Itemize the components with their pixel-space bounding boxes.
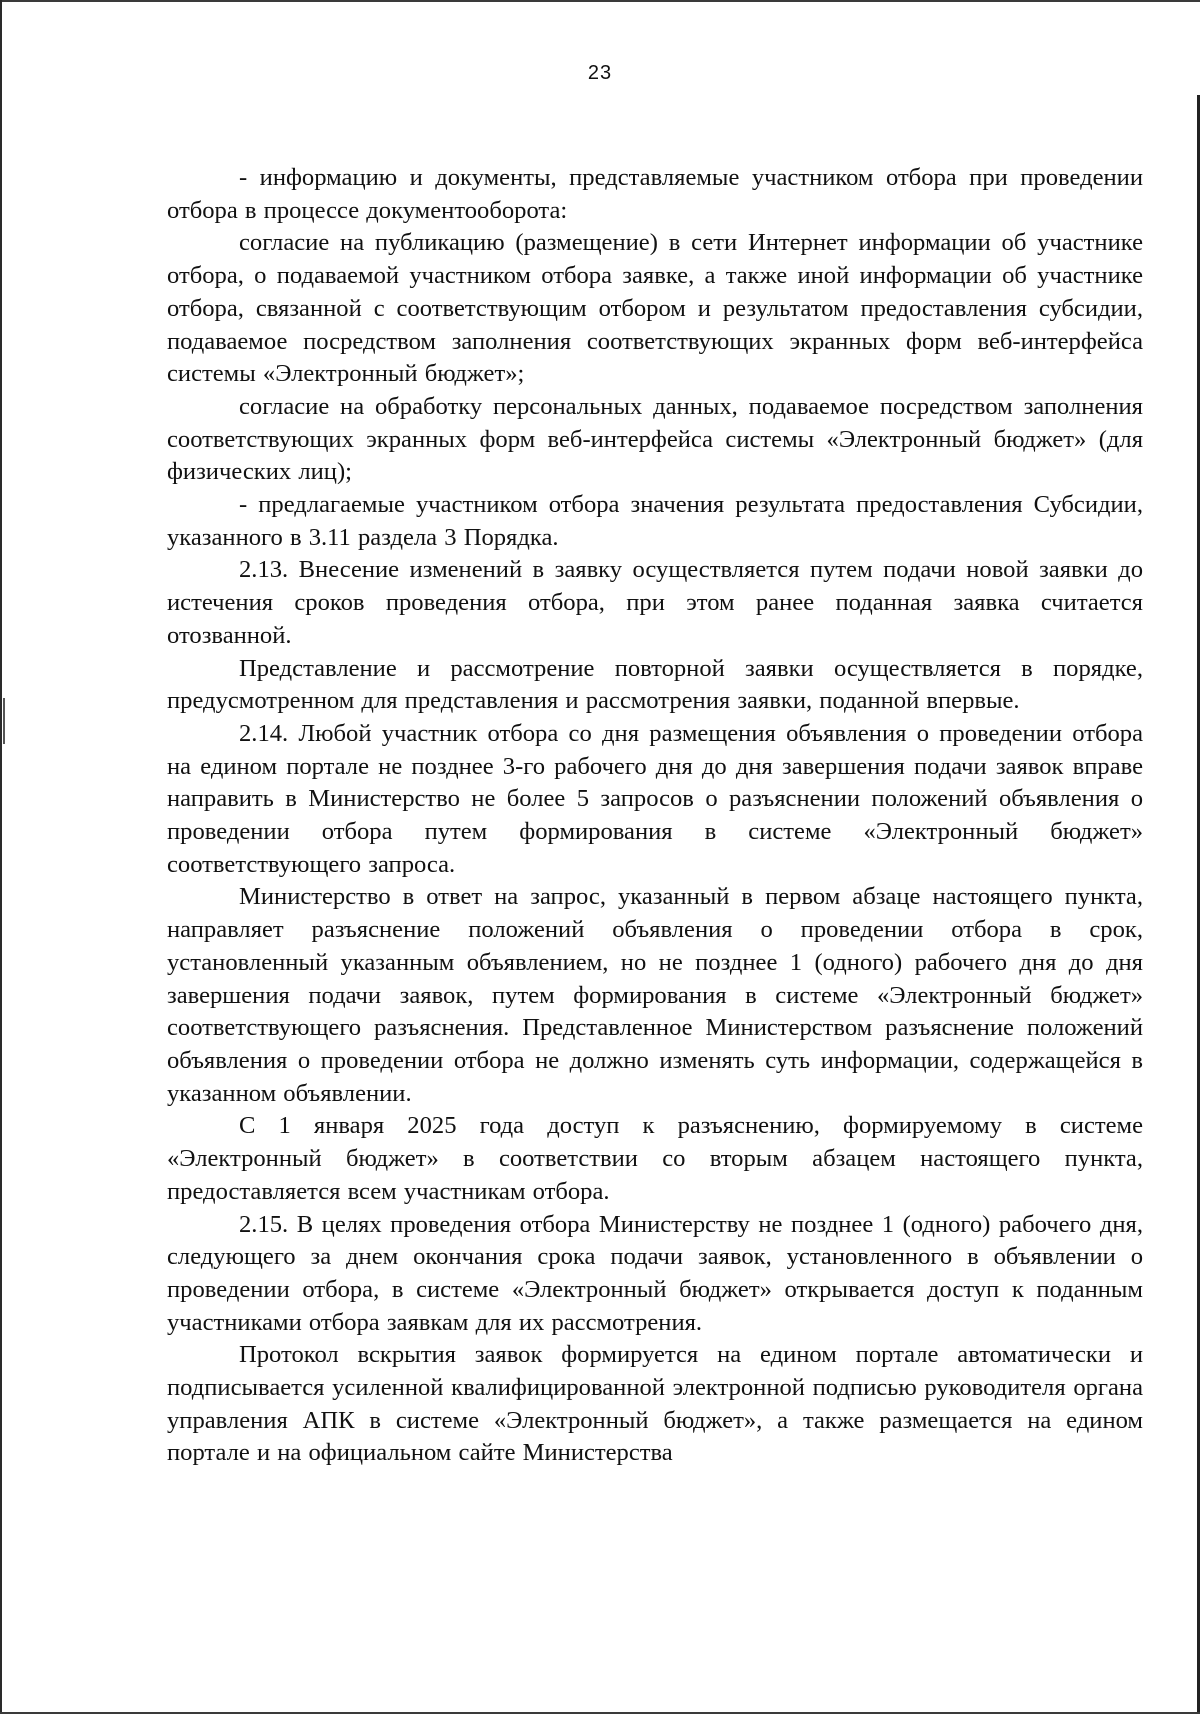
paragraph-2-14: 2.14. Любой участник отбора со дня размещения объявления о проведении отбора на едином портале не позднее 3-го рабочего дня до дня завершения подачи заявок вправе направить в Министерство не более 5 запросов о разъяснении положений объявления о проведении отбора путем формирования в системе «Электронный бюджет» соответствующего запроса. <box>167 719 1143 878</box>
paragraph-2-15: 2.15. В целях проведения отбора Министерству не позднее 1 (одного) рабочего дня, следующего за днем окончания срока подачи заявок, установленного в объявлении о проведении отбора, в системе «Электронный бюджет» открывается доступ к поданным участниками отбора заявкам для их рассмотрения. <box>167 1210 1143 1336</box>
document-body <box>167 162 1143 1470</box>
paragraph-result-values: - предлагаемые участником отбора значения результата предоставления Субсидии, указанного в 3.11 раздела 3 Порядка. <box>167 491 1143 551</box>
paragraph-2-13: 2.13. Внесение изменений в заявку осуществляется путем подачи новой заявки до истечения сроков проведения отбора, при этом ранее поданная заявка считается отозванной. <box>167 556 1143 649</box>
paragraph-documents-intro: - информацию и документы, представляемые участником отбора при проведении отбора в процессе документооборота: <box>167 164 1143 224</box>
paragraph-2025-access: С 1 января 2025 года доступ к разъяснению, формируемому в системе «Электронный бюджет» в соответствии со вторым абзацем настоящего пункта, предоставляется всем участникам отбора. <box>167 1112 1143 1205</box>
paragraph-resubmission: Представление и рассмотрение повторной заявки осуществляется в порядке, предусмотренном для представления и рассмотрения заявки, поданной впервые. <box>167 654 1143 715</box>
scan-edge-top <box>0 0 1200 2</box>
scan-artifact-mark <box>3 698 5 744</box>
paragraph-opening-protocol: Протокол вскрытия заявок формируется на едином портале автоматически и подписывается усиленной квалифицированной электронной подписью руководителя органа управления АПК в системе «Электронный бюджет», а также размещается на едином портале и на официальном сайте Министерства <box>167 1341 1143 1467</box>
paragraph-publication-consent: согласие на публикацию (размещение) в сети Интернет информации об участнике отбора, о подаваемой участником отбора заявке, а также иной информации об участнике отбора, связанной с соответствующим отбором и результатом предоставления субсидии, подаваемое посредством заполнения соответствующих экранных форм веб-интерфейса системы «Электронный бюджет»; <box>167 229 1143 388</box>
paragraph-personal-data-consent: согласие на обработку персональных данных, подаваемое посредством заполнения соответствующих экранных форм веб-интерфейса системы «Электронный бюджет» (для физических лиц); <box>167 392 1143 486</box>
scan-edge-left <box>0 0 2 1714</box>
paragraph-ministry-response: Министерство в ответ на запрос, указанный в первом абзаце настоящего пункта, направляет разъяснение положений объявления о проведении отбора в срок, установленный указанным объявлением, но не позднее 1 (одного) рабочего дня до дня завершения подачи заявок, путем формирования в системе «Электронный бюджет» соответствующего разъяснения. Представленное Министерством разъяснение положений объявления о проведении отбора не должно изменять суть информации, содержащейся в указанном объявлении. <box>167 883 1143 1107</box>
page-number: 23 <box>587 62 613 84</box>
